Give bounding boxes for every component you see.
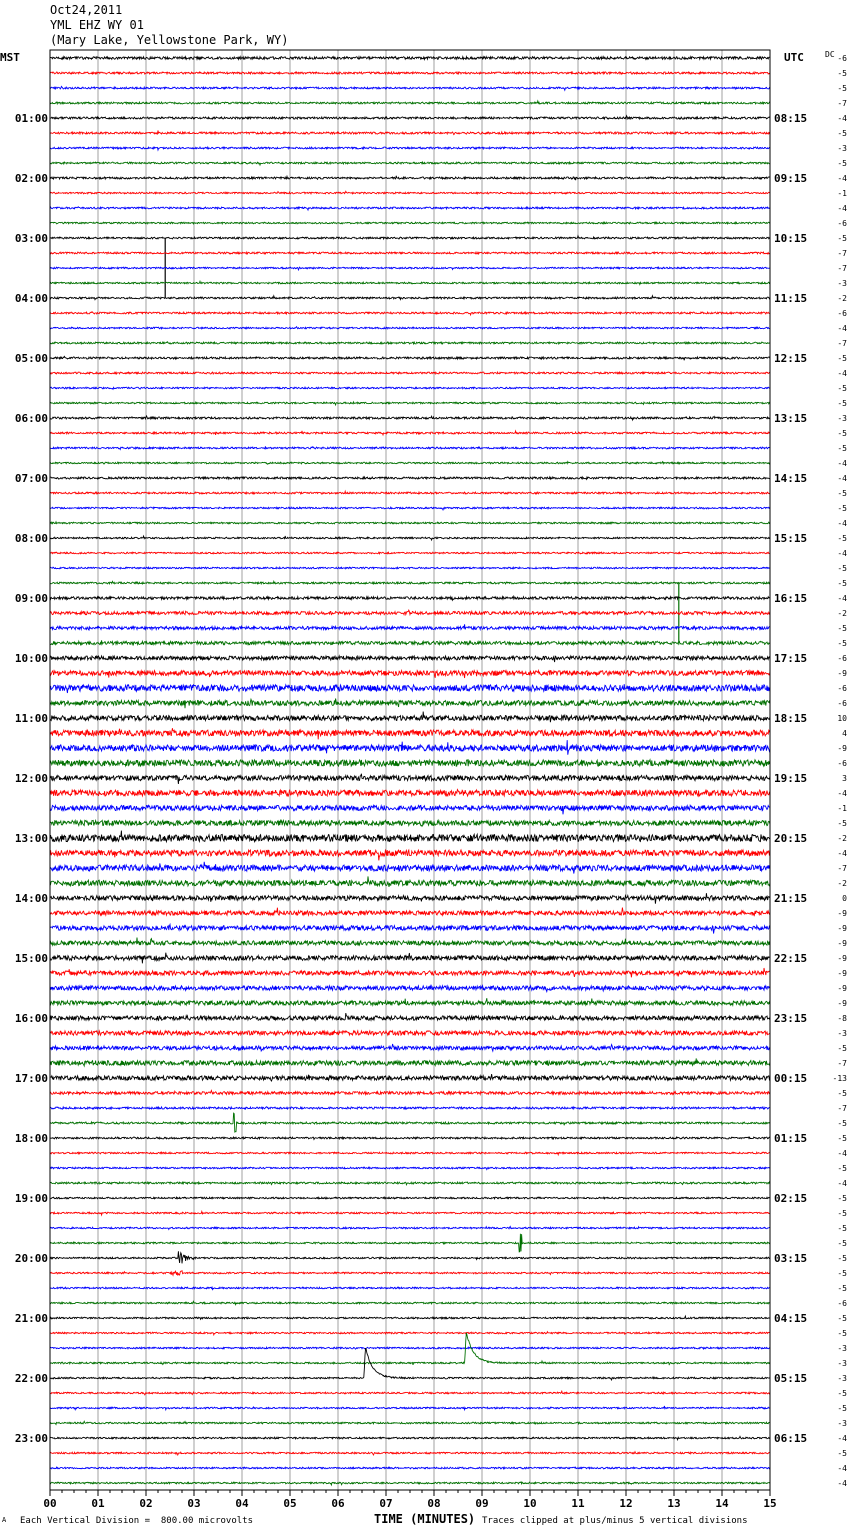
left-hour-label: 21:00: [14, 1312, 48, 1325]
trace-3: [50, 101, 770, 104]
left-hour-label: 23:00: [14, 1432, 48, 1445]
dc-offset-value: -7: [837, 99, 847, 108]
dc-offset-value: -6: [837, 309, 847, 318]
dc-offset-value: -5: [837, 1239, 847, 1248]
right-timezone-label: UTC: [784, 51, 804, 64]
dc-offset-value: -5: [837, 579, 847, 588]
dc-offset-value: -4: [837, 174, 847, 183]
dc-offset-value: -5: [837, 234, 847, 243]
trace-56: [50, 893, 770, 904]
left-hour-label: 04:00: [14, 292, 48, 305]
dc-offset-value: -1: [837, 804, 847, 813]
dc-offset-value: -4: [837, 1434, 847, 1443]
trace-20: [50, 356, 770, 360]
left-hour-label: 01:00: [14, 112, 48, 125]
right-hour-label: 23:15: [774, 1012, 808, 1025]
trace-35: [50, 581, 770, 584]
dc-offset-value: -5: [837, 84, 847, 93]
station-location: (Mary Lake, Yellowstone Park, WY): [50, 33, 289, 47]
dc-offset-value: -3: [837, 1029, 847, 1038]
trace-1: [50, 71, 770, 74]
left-hour-label: 22:00: [14, 1372, 48, 1385]
trace-36: [50, 596, 770, 600]
dc-offset-value: 4: [842, 729, 847, 738]
dc-offset-value: -5: [837, 1089, 847, 1098]
trace-25: [50, 431, 770, 435]
right-hour-label: 15:15: [774, 532, 808, 545]
trace-51: [50, 820, 770, 826]
dc-offset-value: -5: [837, 1164, 847, 1173]
trace-7: [50, 162, 770, 165]
trace-71: [50, 1113, 770, 1132]
x-tick-label: 01: [91, 1497, 105, 1510]
right-hour-label: 08:15: [774, 112, 808, 125]
trace-89: [50, 1391, 770, 1395]
trace-59: [50, 938, 770, 946]
x-tick-label: 13: [667, 1497, 681, 1510]
x-tick-label: 04: [235, 1497, 249, 1510]
footer-left-mark: A: [2, 1516, 7, 1524]
plot-date: Oct24,2011: [50, 3, 123, 17]
left-hour-label: 16:00: [14, 1012, 48, 1025]
dc-offset-value: -7: [837, 1104, 847, 1113]
trace-27: [50, 462, 770, 465]
dc-offset-value: -6: [837, 759, 847, 768]
x-axis: [43, 1490, 776, 1510]
right-hour-label: 06:15: [774, 1432, 808, 1445]
trace-32: [50, 536, 770, 540]
dc-offset-value: -6: [837, 699, 847, 708]
trace-61: [50, 968, 770, 977]
left-hour-label: 03:00: [14, 232, 48, 245]
trace-83: [50, 1301, 770, 1304]
trace-8: [50, 176, 770, 180]
x-tick-label: 07: [379, 1497, 393, 1510]
right-hour-label: 18:15: [774, 712, 808, 725]
dc-offset-value: -5: [837, 1224, 847, 1233]
dc-offset-value: -5: [837, 624, 847, 633]
dc-offset-value: -9: [837, 669, 847, 678]
trace-63: [50, 998, 770, 1005]
trace-85: [50, 1332, 770, 1335]
dc-offset-value: -6: [837, 684, 847, 693]
dc-offset-value: -5: [837, 159, 847, 168]
dc-offset-value: -4: [837, 324, 847, 333]
dc-offset-value: -6: [837, 1299, 847, 1308]
seismic-traces: [50, 57, 770, 1485]
right-hour-label: 10:15: [774, 232, 808, 245]
trace-58: [50, 925, 770, 934]
dc-offset-value: -7: [837, 264, 847, 273]
trace-90: [50, 1406, 770, 1410]
trace-4: [50, 116, 770, 119]
left-timezone-label: MST: [0, 51, 20, 64]
trace-41: [50, 671, 770, 679]
x-tick-label: 11: [571, 1497, 585, 1510]
trace-40: [50, 656, 770, 662]
dc-offset-value: -9: [837, 954, 847, 963]
trace-65: [50, 1031, 770, 1036]
trace-50: [50, 805, 770, 814]
dc-offset-value: -6: [837, 654, 847, 663]
dc-offset-value: -5: [837, 1269, 847, 1278]
trace-78: [50, 1226, 770, 1229]
trace-44: [50, 712, 770, 723]
trace-14: [50, 267, 770, 270]
dc-offset-value: -5: [837, 384, 847, 393]
dc-offset-value: -5: [837, 639, 847, 648]
trace-0: [50, 57, 770, 60]
dc-offset-value: -5: [837, 1134, 847, 1143]
trace-69: [50, 1091, 770, 1095]
right-hour-label: 22:15: [774, 952, 808, 965]
trace-38: [50, 624, 770, 630]
x-tick-label: 12: [619, 1497, 633, 1510]
trace-92: [50, 1436, 770, 1439]
dc-offset-value: -4: [837, 519, 847, 528]
dc-offset-value: -4: [837, 369, 847, 378]
trace-19: [50, 342, 770, 344]
dc-offset-value: 10: [837, 714, 847, 723]
trace-54: [50, 862, 770, 874]
trace-24: [50, 416, 770, 420]
trace-68: [50, 1074, 770, 1081]
dc-offset-value: -5: [837, 69, 847, 78]
left-hour-label: 13:00: [14, 832, 48, 845]
dc-offset-value: -13: [832, 1074, 847, 1083]
right-hour-label: 21:15: [774, 892, 808, 905]
right-hour-label: 13:15: [774, 412, 808, 425]
dc-offset-value: -4: [837, 474, 847, 483]
trace-18: [50, 327, 770, 329]
trace-29: [50, 491, 770, 494]
dc-offset-value: -2: [837, 294, 847, 303]
trace-79: [50, 1234, 770, 1252]
trace-17: [50, 312, 770, 315]
dc-offset-value: -3: [837, 279, 847, 288]
dc-offset-value: -5: [837, 1284, 847, 1293]
trace-12: [50, 236, 770, 239]
trace-45: [50, 728, 770, 739]
trace-55: [50, 876, 770, 887]
left-hour-label: 14:00: [14, 892, 48, 905]
dc-offset-value: -4: [837, 1179, 847, 1188]
trace-72: [50, 1137, 770, 1139]
dc-offset-value: -3: [837, 414, 847, 423]
dc-offset-value: -1: [837, 189, 847, 198]
dc-offset-value: -9: [837, 984, 847, 993]
right-hour-label: 00:15: [774, 1072, 808, 1085]
dc-offset-value: -5: [837, 1209, 847, 1218]
trace-74: [50, 1167, 770, 1169]
dc-offset-value: -5: [837, 1389, 847, 1398]
dc-offset-value: -4: [837, 849, 847, 858]
dc-offset-value: -9: [837, 969, 847, 978]
x-axis-title: TIME (MINUTES): [374, 1512, 476, 1526]
x-tick-label: 06: [331, 1497, 345, 1510]
trace-73: [50, 1152, 770, 1155]
dc-offset-value: -5: [837, 1194, 847, 1203]
x-tick-label: 10: [523, 1497, 537, 1510]
x-tick-label: 15: [763, 1497, 777, 1510]
dc-offset-value: -5: [837, 1449, 847, 1458]
trace-94: [50, 1467, 770, 1469]
right-hour-label: 04:15: [774, 1312, 808, 1325]
trace-80: [50, 1251, 770, 1263]
time-grid: [98, 50, 722, 1490]
x-tick-label: 00: [43, 1497, 57, 1510]
dc-offset-header: DC: [825, 50, 835, 59]
trace-21: [50, 372, 770, 374]
right-hour-label: 01:15: [774, 1132, 808, 1145]
dc-offset-value: 3: [842, 774, 847, 783]
dc-offset-value: 0: [842, 894, 847, 903]
dc-offset-value: -6: [837, 219, 847, 228]
dc-offset-value: -9: [837, 744, 847, 753]
dc-offset-value: -2: [837, 609, 847, 618]
dc-offset-value: -9: [837, 939, 847, 948]
x-tick-label: 02: [139, 1497, 153, 1510]
trace-82: [50, 1287, 770, 1289]
right-hour-label: 16:15: [774, 592, 808, 605]
trace-22: [50, 387, 770, 389]
trace-37: [50, 610, 770, 614]
trace-95: [50, 1482, 770, 1485]
dc-offset-value: -7: [837, 1059, 847, 1068]
left-hour-label: 06:00: [14, 412, 48, 425]
left-hour-label: 02:00: [14, 172, 48, 185]
dc-offset-value: -6: [837, 54, 847, 63]
trace-70: [50, 1107, 770, 1109]
dc-offset-value: -4: [837, 594, 847, 603]
trace-81: [50, 1271, 770, 1276]
dc-offset-value: -5: [837, 534, 847, 543]
right-hour-label: 02:15: [774, 1192, 808, 1205]
trace-42: [50, 684, 770, 693]
trace-43: [50, 699, 770, 709]
dc-offset-value: -2: [837, 834, 847, 843]
dc-offset-value: -4: [837, 1479, 847, 1488]
trace-39: [50, 640, 770, 645]
left-hour-label: 07:00: [14, 472, 48, 485]
dc-offset-value: -5: [837, 1329, 847, 1338]
dc-offset-value: -2: [837, 879, 847, 888]
trace-6: [50, 147, 770, 150]
dc-offset-value: -4: [837, 1149, 847, 1158]
trace-64: [50, 1013, 770, 1020]
dc-offset-value: -4: [837, 1464, 847, 1473]
trace-91: [50, 1421, 770, 1424]
trace-60: [50, 953, 770, 964]
dc-offset-value: -9: [837, 999, 847, 1008]
dc-offset-value: -3: [837, 144, 847, 153]
dc-offset-value: -5: [837, 1044, 847, 1053]
dc-offset-value: -4: [837, 459, 847, 468]
left-hour-label: 15:00: [14, 952, 48, 965]
trace-62: [50, 985, 770, 992]
trace-16: [50, 296, 770, 300]
right-hour-label: 14:15: [774, 472, 808, 485]
trace-23: [50, 402, 770, 405]
left-hour-label: 08:00: [14, 532, 48, 545]
trace-48: [50, 774, 770, 784]
dc-offset-value: -5: [837, 129, 847, 138]
right-hour-label: 03:15: [774, 1252, 808, 1265]
right-hour-label: 17:15: [774, 652, 808, 665]
dc-offset-value: -5: [837, 1254, 847, 1263]
dc-offset-value: -4: [837, 789, 847, 798]
dc-offset-value: -7: [837, 339, 847, 348]
station-channel: YML EHZ WY 01: [50, 18, 144, 32]
trace-93: [50, 1452, 770, 1455]
dc-offset-value: -5: [837, 819, 847, 828]
dc-offset-value: -9: [837, 924, 847, 933]
trace-49: [50, 790, 770, 797]
dc-offset-value: -5: [837, 444, 847, 453]
trace-66: [50, 1044, 770, 1051]
right-hour-label: 12:15: [774, 352, 808, 365]
trace-75: [50, 1182, 770, 1185]
trace-9: [50, 191, 770, 194]
x-tick-label: 09: [475, 1497, 489, 1510]
trace-67: [50, 1058, 770, 1066]
right-hour-label: 09:15: [774, 172, 808, 185]
dc-offset-value: -7: [837, 864, 847, 873]
trace-11: [50, 222, 770, 224]
left-hour-label: 10:00: [14, 652, 48, 665]
dc-offset-value: -5: [837, 354, 847, 363]
trace-15: [50, 281, 770, 284]
trace-28: [50, 477, 770, 479]
trace-30: [50, 507, 770, 510]
left-hour-label: 11:00: [14, 712, 48, 725]
left-hour-label: 18:00: [14, 1132, 48, 1145]
trace-76: [50, 1197, 770, 1199]
dc-offset-value: -5: [837, 399, 847, 408]
dc-offset-value: -7: [837, 249, 847, 258]
dc-offset-value: -5: [837, 1314, 847, 1323]
trace-46: [50, 740, 770, 755]
x-tick-label: 14: [715, 1497, 729, 1510]
dc-offset-value: -4: [837, 549, 847, 558]
trace-13: [50, 252, 770, 254]
dc-offset-value: -5: [837, 1404, 847, 1413]
right-hour-label: 05:15: [774, 1372, 808, 1385]
dc-offset-value: -5: [837, 489, 847, 498]
trace-84: [50, 1316, 770, 1319]
x-tick-label: 08: [427, 1497, 441, 1510]
trace-34: [50, 567, 770, 569]
left-hour-label: 20:00: [14, 1252, 48, 1265]
trace-26: [50, 446, 770, 449]
trace-52: [50, 831, 770, 842]
x-tick-label: 05: [283, 1497, 297, 1510]
dc-offset-value: -3: [837, 1344, 847, 1353]
trace-31: [50, 522, 770, 524]
left-hour-label: 09:00: [14, 592, 48, 605]
trace-77: [50, 1212, 770, 1216]
dc-offset-value: -5: [837, 504, 847, 513]
trace-47: [50, 760, 770, 766]
dc-offset-value: -3: [837, 1374, 847, 1383]
dc-offset-value: -5: [837, 429, 847, 438]
left-hour-label: 17:00: [14, 1072, 48, 1085]
footer-scale-note: Each Vertical Division = 800.00 microvolts: [20, 1516, 253, 1526]
dc-offset-value: -5: [837, 1119, 847, 1128]
trace-53: [50, 850, 770, 860]
right-hour-label: 20:15: [774, 832, 808, 845]
right-hour-label: 19:15: [774, 772, 808, 785]
dc-offset-value: -3: [837, 1419, 847, 1428]
dc-offset-value: -8: [837, 1014, 847, 1023]
left-hour-label: 05:00: [14, 352, 48, 365]
dc-offset-value: -4: [837, 114, 847, 123]
trace-5: [50, 131, 770, 135]
dc-offset-value: -3: [837, 1359, 847, 1368]
x-tick-label: 03: [187, 1497, 201, 1510]
left-hour-label: 19:00: [14, 1192, 48, 1205]
left-hour-label: 12:00: [14, 772, 48, 785]
trace-2: [50, 86, 770, 90]
trace-86: [50, 1347, 770, 1349]
dc-offset-value: -9: [837, 909, 847, 918]
right-hour-label: 11:15: [774, 292, 808, 305]
trace-33: [50, 552, 770, 554]
dc-offset-value: -5: [837, 564, 847, 573]
footer-clip-note: Traces clipped at plus/minus 5 vertical divisions: [482, 1516, 748, 1526]
trace-10: [50, 207, 770, 210]
dc-offset-value: -4: [837, 204, 847, 213]
trace-57: [50, 908, 770, 916]
